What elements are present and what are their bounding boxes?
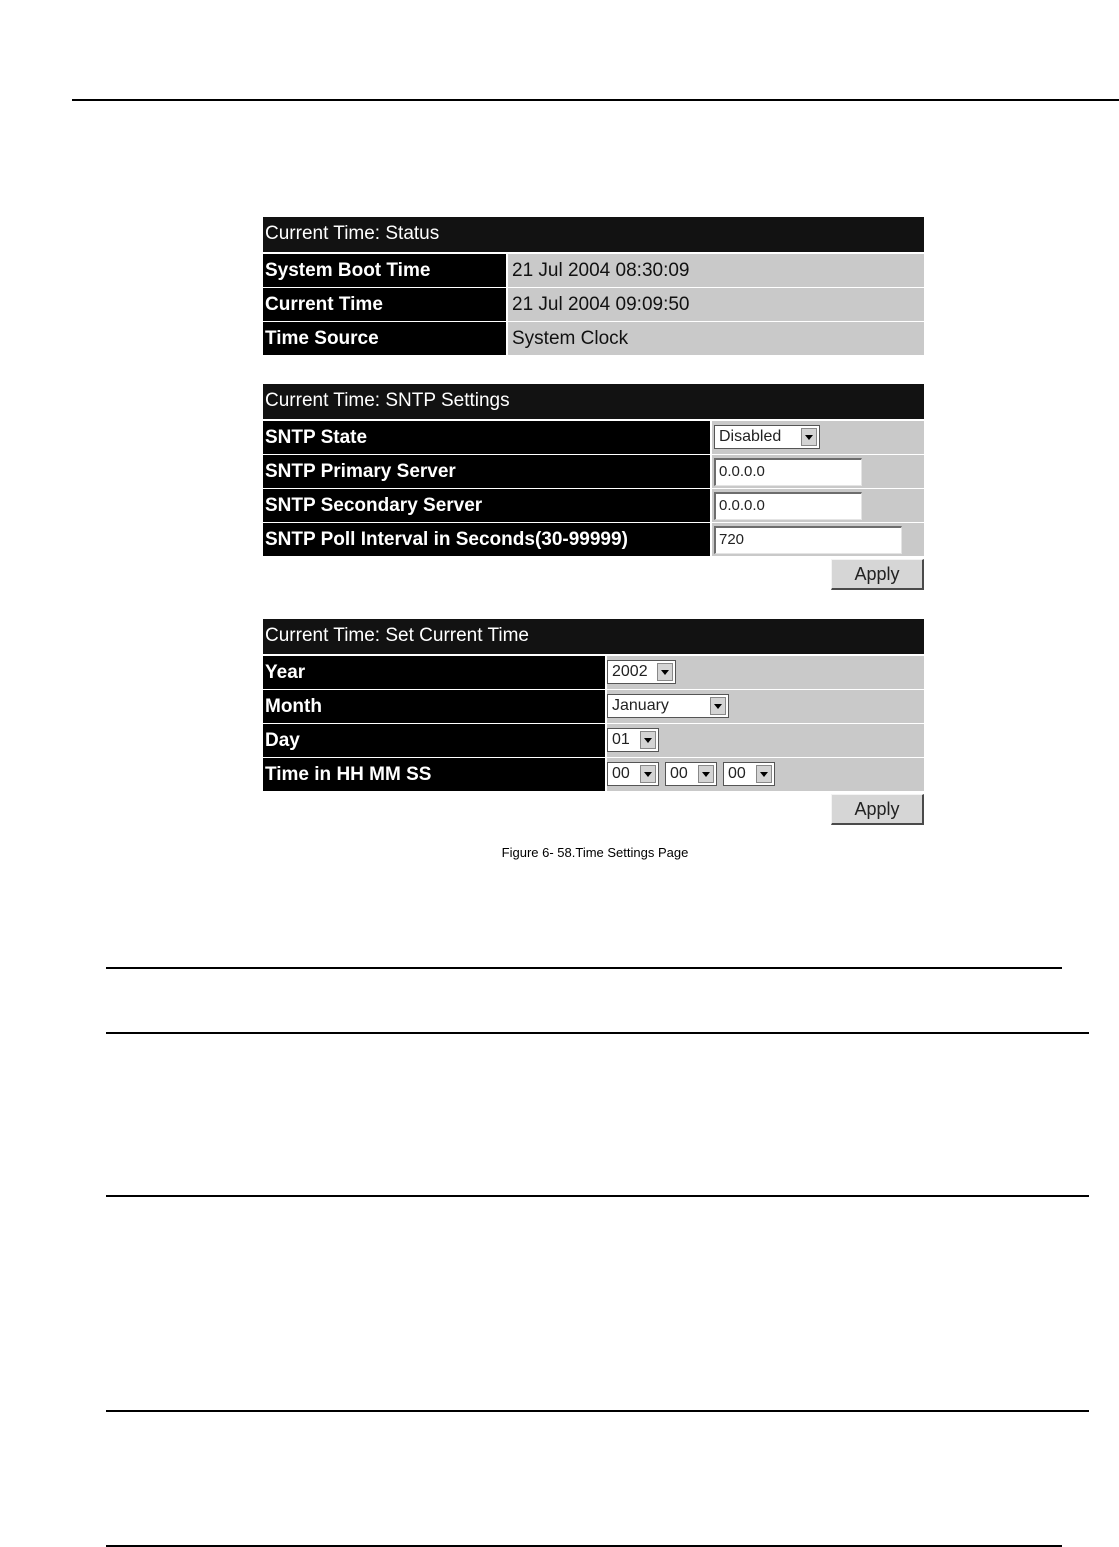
sntp-header-title: Current Time: SNTP Settings [265,390,510,411]
figure-caption: Figure 6- 58.Time Settings Page [501,845,689,860]
sntp-poll-label: SNTP Poll Interval in Seconds(30-99999) [263,523,710,556]
chevron-down-icon[interactable] [640,731,656,749]
minute-value: 00 [670,765,688,782]
sntp-state-value: Disabled [719,428,782,445]
day-select[interactable] [607,728,659,752]
current-time-cell [508,288,924,321]
sntp-secondary-label: SNTP Secondary Server [263,489,710,522]
sntp-state-select[interactable] [714,425,820,449]
set-time-apply-button[interactable]: Apply [831,794,924,825]
status-header-title: Current Time: Status [265,223,440,244]
chevron-down-icon[interactable] [710,697,726,715]
time-cell [607,758,924,791]
section-rule [106,1410,1089,1412]
chevron-down-icon[interactable] [698,765,714,783]
sntp-row-primary [263,455,924,488]
sntp-primary-label: SNTP Primary Server [263,455,710,488]
time-label: Time in HH MM SS [263,758,605,791]
section-rule [106,967,1062,969]
sntp-panel [263,384,924,594]
section-rule [106,1032,1089,1034]
day-cell [607,724,924,757]
set-time-row-year [263,656,924,689]
chevron-down-icon[interactable] [640,765,656,783]
set-time-panel [263,619,924,829]
status-panel [263,217,924,357]
set-time-header-title: Current Time: Set Current Time [265,625,529,646]
hour-value: 00 [612,765,630,782]
year-cell [607,656,924,689]
year-value: 2002 [612,663,648,680]
sntp-state-cell [712,421,924,454]
month-cell [607,690,924,723]
day-label: Day [263,724,605,757]
day-value: 01 [612,731,630,748]
sntp-header [263,384,924,419]
sntp-secondary-input[interactable]: 0.0.0.0 [714,492,862,520]
boot-time-cell [508,254,924,287]
year-select[interactable] [607,660,676,684]
set-time-row-month [263,690,924,723]
boot-time-label: System Boot Time [263,254,506,287]
minute-select[interactable] [665,762,717,786]
chevron-down-icon[interactable] [756,765,772,783]
sntp-poll-cell [712,523,924,556]
sntp-row-state [263,421,924,454]
current-time-value: 21 Jul 2004 09:09:50 [512,294,690,315]
second-value: 00 [728,765,746,782]
month-select[interactable] [607,694,729,718]
month-label: Month [263,690,605,723]
set-time-row-day [263,724,924,757]
month-value: January [612,697,669,714]
time-source-value: System Clock [512,328,629,349]
chevron-down-icon[interactable] [801,428,817,446]
set-time-row-time [263,758,924,791]
top-rule [72,99,1119,101]
sntp-row-poll [263,523,924,556]
section-rule [106,1195,1089,1197]
time-source-label: Time Source [263,322,506,355]
current-time-label: Current Time [263,288,506,321]
status-header [263,217,924,252]
sntp-poll-input[interactable]: 720 [714,526,902,554]
year-label: Year [263,656,605,689]
sntp-row-secondary [263,489,924,522]
sntp-primary-input[interactable]: 0.0.0.0 [714,458,862,486]
sntp-apply-button[interactable]: Apply [831,559,924,590]
boot-time-value: 21 Jul 2004 08:30:09 [512,260,690,281]
sntp-secondary-cell [712,489,924,522]
second-select[interactable] [723,762,775,786]
hour-select[interactable] [607,762,659,786]
time-source-cell [508,322,924,355]
sntp-state-label: SNTP State [263,421,710,454]
status-row-time-source [263,322,924,355]
set-time-header [263,619,924,654]
chevron-down-icon[interactable] [657,663,673,681]
status-row-current-time [263,288,924,321]
sntp-primary-cell [712,455,924,488]
status-row-boot-time [263,254,924,287]
